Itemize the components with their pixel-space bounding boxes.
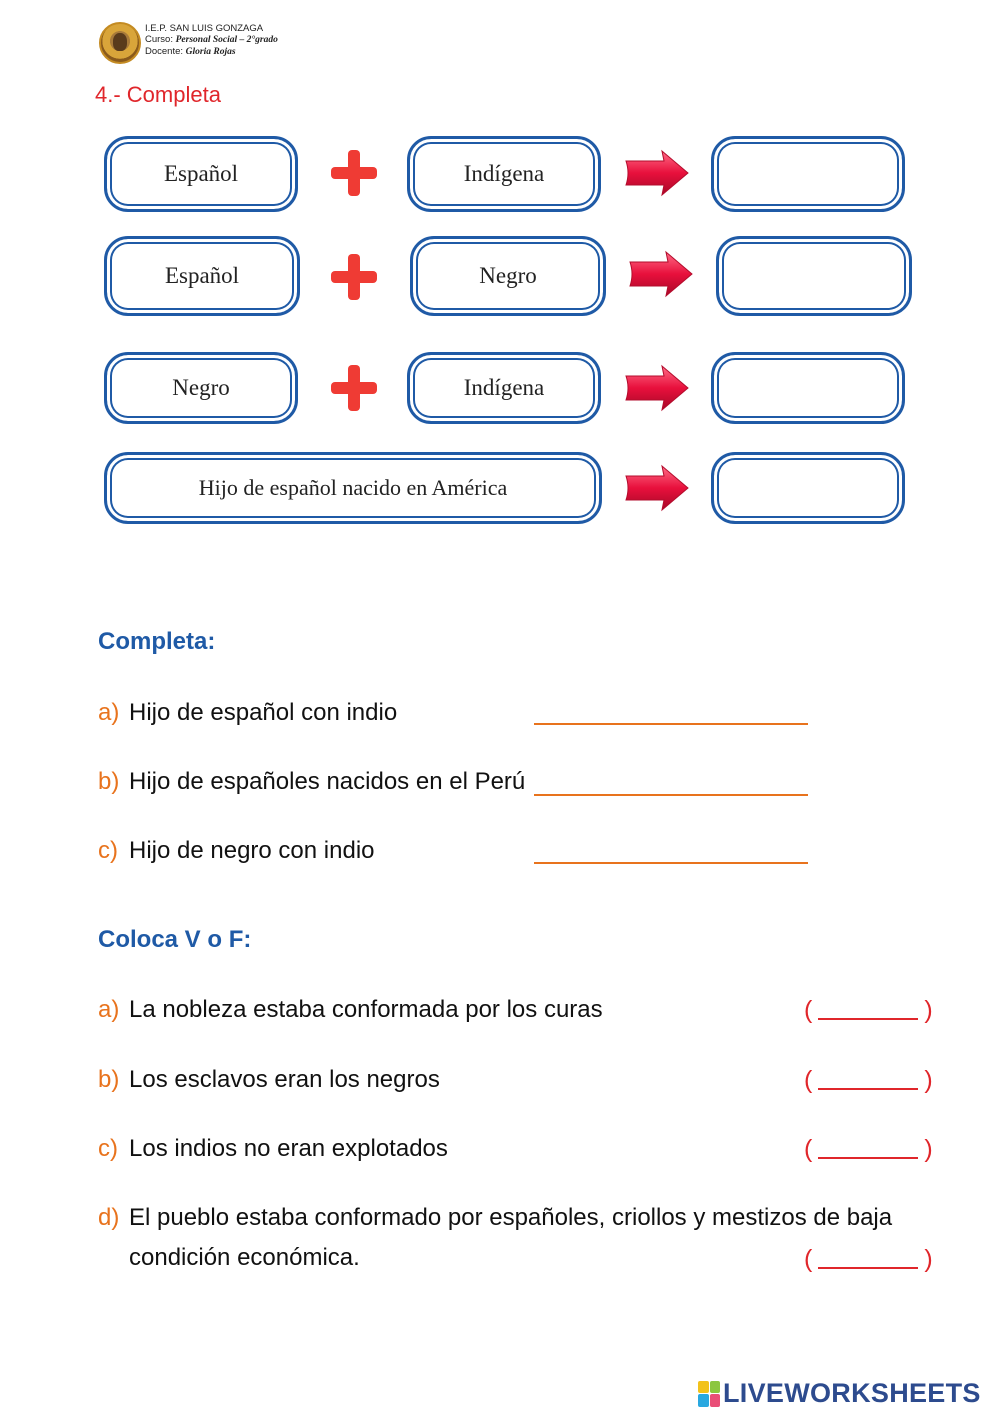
vf-blank[interactable] <box>818 1018 918 1020</box>
list-item: a) Hijo de español con indio <box>98 699 398 726</box>
term-box: Negro <box>410 236 606 316</box>
term-box: Español <box>104 136 298 212</box>
term-box: Negro <box>104 352 298 424</box>
section-title-completa: 4.- Completa <box>95 82 221 107</box>
list-item: c) Hijo de negro con indio <box>98 837 375 864</box>
course-line: Curso: Personal Social – 2°grado <box>145 34 278 45</box>
vf-blank[interactable] <box>818 1088 918 1090</box>
teacher-line: Docente: Gloria Rojas <box>145 46 236 57</box>
answer-line-c[interactable] <box>534 862 808 864</box>
vf-blank[interactable] <box>818 1157 918 1159</box>
term-box-wide: Hijo de español nacido en América <box>104 452 602 524</box>
answer-line-b[interactable] <box>534 794 808 796</box>
vf-answer-c[interactable]: ( ) <box>804 1135 933 1163</box>
term-box: Indígena <box>407 136 601 212</box>
vf-answer-b[interactable]: ( ) <box>804 1066 933 1094</box>
heading-coloca-v-o-f: Coloca V o F: <box>98 926 252 953</box>
liveworksheets-logo: LIVEWORKSHEETS <box>698 1378 981 1409</box>
arrow-right-icon <box>624 149 690 197</box>
heading-completa: Completa: <box>98 628 216 655</box>
arrow-right-icon <box>628 250 694 298</box>
list-item: a) La nobleza estaba conformada por los curas <box>98 996 603 1023</box>
vf-blank[interactable] <box>818 1267 918 1269</box>
list-item: c) Los indios no eran explotados <box>98 1135 448 1162</box>
term-box: Indígena <box>407 352 601 424</box>
answer-box-1[interactable] <box>711 136 905 212</box>
school-header <box>145 23 278 58</box>
school-logo <box>99 22 141 64</box>
arrow-right-icon <box>624 364 690 412</box>
list-item: b) Hijo de españoles nacidos en el Perú <box>98 768 526 795</box>
vf-answer-a[interactable]: ( ) <box>804 996 933 1024</box>
answer-box-4[interactable] <box>711 452 905 524</box>
answer-box-3[interactable] <box>711 352 905 424</box>
liveworksheets-mark-icon <box>698 1381 720 1407</box>
vf-answer-d[interactable]: ( ) <box>804 1245 933 1273</box>
list-item: d) El pueblo estaba conformado por españoles, criollos y mestizos de baja condición económica. <box>98 1204 893 1271</box>
arrow-right-icon <box>624 464 690 512</box>
plus-icon <box>331 365 377 411</box>
school-name: I.E.P. SAN LUIS GONZAGA <box>145 23 264 34</box>
plus-icon <box>331 150 377 196</box>
plus-icon <box>331 254 377 300</box>
answer-box-2[interactable] <box>716 236 912 316</box>
term-box: Español <box>104 236 300 316</box>
list-item: b) Los esclavos eran los negros <box>98 1066 440 1093</box>
answer-line-a[interactable] <box>534 723 808 725</box>
